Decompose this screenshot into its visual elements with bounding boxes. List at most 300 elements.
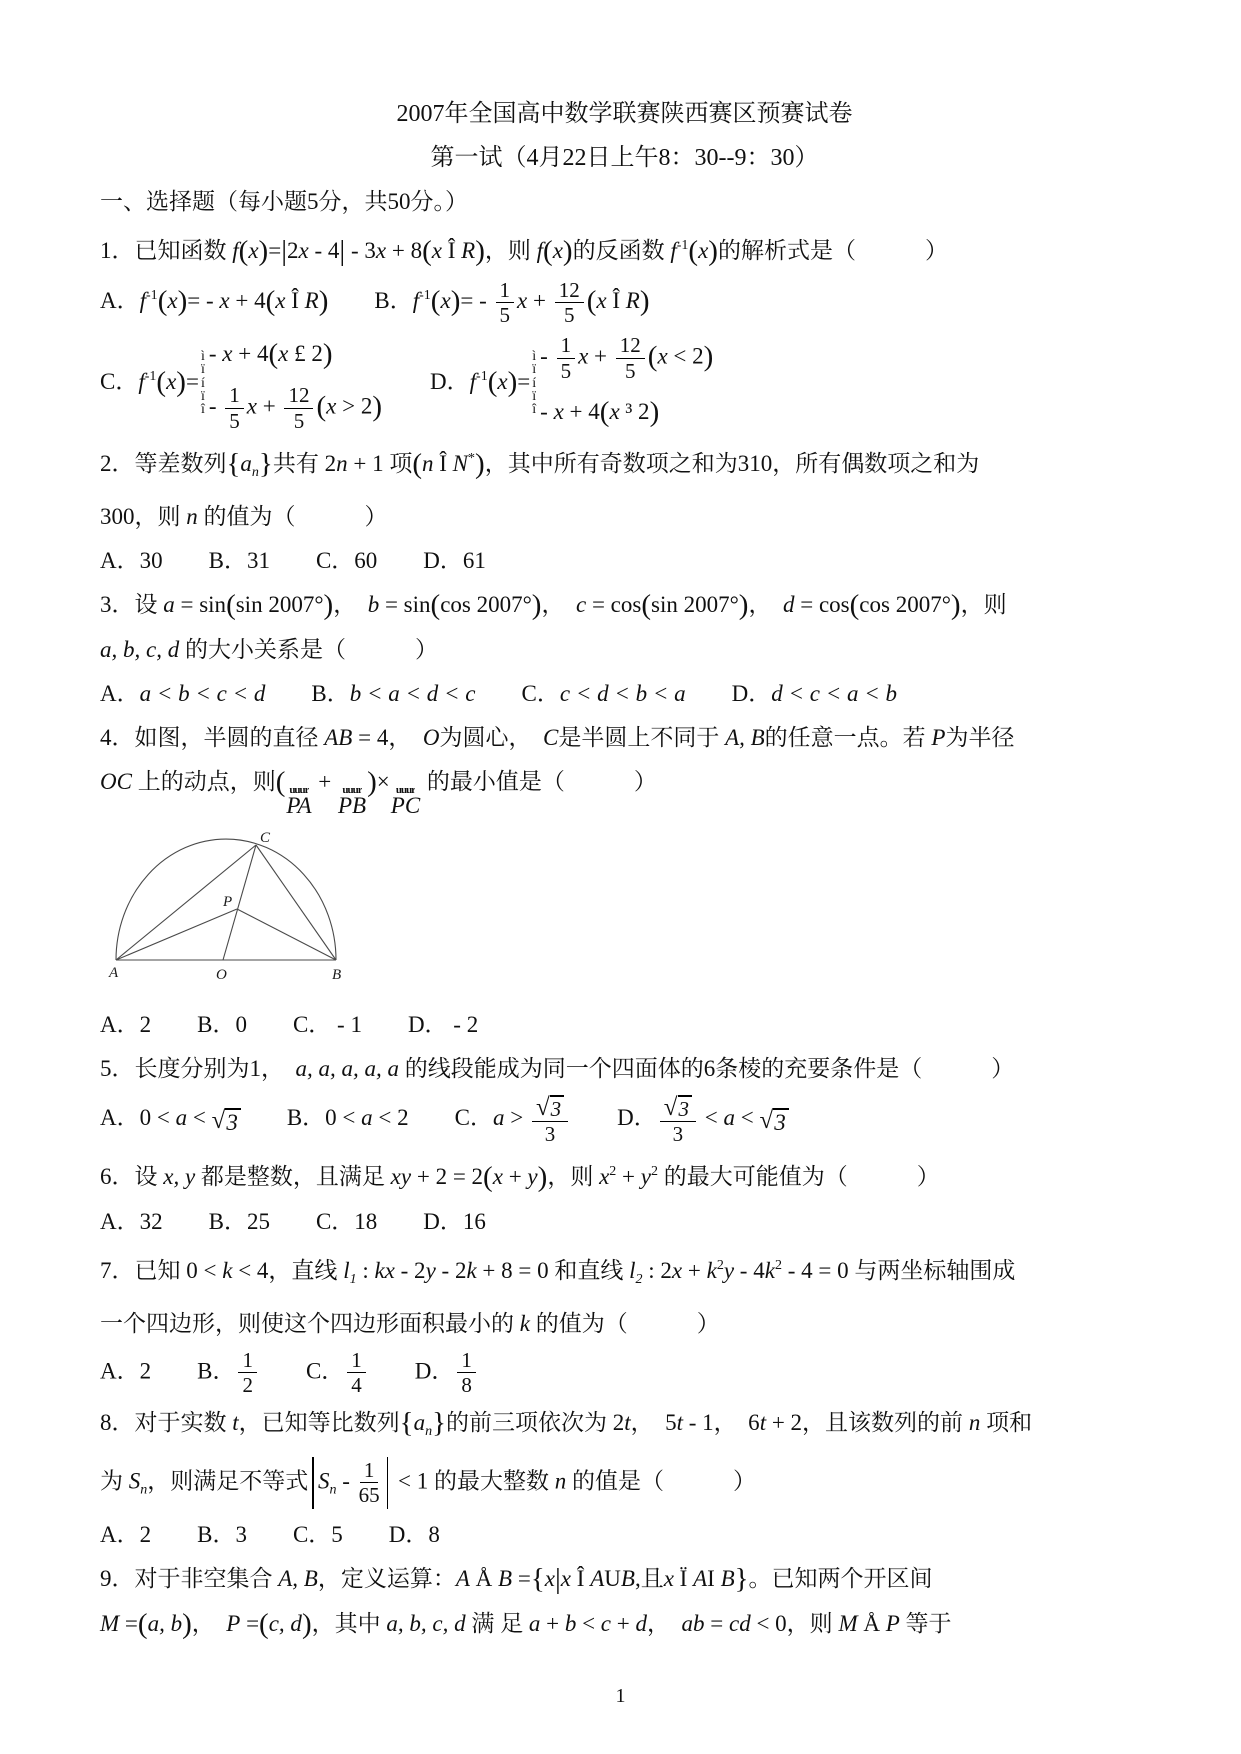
- q2-options: [100, 542, 1149, 579]
- math-text: 的大小关系是（ ）: [179, 636, 438, 662]
- piecewise-rows: [209, 334, 382, 433]
- fraction-denominator: 3: [672, 1121, 684, 1146]
- math-variable: x: [599, 1163, 610, 1189]
- math-variable: x: [553, 399, 564, 425]
- math-text: ，已知等比数列: [238, 1409, 400, 1435]
- brace-glyph: ï: [532, 389, 537, 404]
- math-variable: A: [455, 1565, 470, 1591]
- big-delimiter: (: [430, 588, 441, 621]
- q7-options: [100, 1349, 1149, 1397]
- fraction-numerator: 1: [238, 1349, 257, 1374]
- math-variable: n: [336, 450, 348, 476]
- math-text: : 2: [642, 1257, 672, 1283]
- math-text: Î: [571, 1565, 591, 1591]
- math-text: < 2: [372, 1104, 409, 1130]
- q4-options: [100, 1006, 1149, 1043]
- math-variable: k: [764, 1257, 775, 1283]
- fraction-numerator: [532, 1094, 568, 1122]
- big-delimiter: |: [339, 235, 346, 267]
- radicand: 3: [773, 1108, 789, 1135]
- big-delimiter: (: [647, 340, 658, 373]
- q3-line2: [100, 631, 1149, 668]
- math-variable: x: [167, 288, 178, 313]
- math-text: 的线段能成为同一个四面体的6条棱的充要条件是（ ）: [399, 1055, 1015, 1081]
- vector-body: PA: [286, 792, 312, 818]
- math-text: 的值为（ ）: [529, 1310, 720, 1336]
- superscript: -1: [146, 288, 158, 303]
- math-variable: R: [461, 238, 476, 263]
- math-text: + 8: [386, 238, 423, 263]
- math-text: Å: [469, 1565, 499, 1591]
- math-text: +: [256, 393, 282, 419]
- math-text: C．: [259, 1358, 345, 1383]
- math-text: = cos: [794, 591, 850, 617]
- math-text: =: [268, 238, 282, 263]
- math-text: = -: [460, 288, 493, 313]
- math-text: 3．设: [100, 591, 164, 617]
- math-text: 为: [100, 1468, 129, 1494]
- math-variable: OC: [100, 768, 132, 794]
- brace-glyph: î: [200, 402, 205, 418]
- math-text: + 4: [229, 288, 266, 313]
- fraction-numerator: 12: [555, 279, 584, 304]
- math-text: -: [208, 340, 223, 366]
- math-variable: c: [575, 591, 587, 617]
- big-delimiter: (: [849, 588, 860, 621]
- math-text: - 4: [734, 1257, 765, 1283]
- big-delimiter: ): [649, 396, 660, 429]
- q8-options: [100, 1516, 1149, 1553]
- math-text: Î: [285, 288, 305, 313]
- subscript: n: [425, 1423, 433, 1439]
- math-variable: f: [536, 238, 544, 263]
- math-text: + 1 项: [347, 450, 413, 476]
- math-variable: n: [968, 1409, 981, 1435]
- math-text: ，则: [484, 238, 537, 263]
- math-text: Î: [441, 238, 462, 263]
- brace-icon: [201, 350, 205, 416]
- math-text: ，: [748, 591, 783, 617]
- math-variable: A, B: [725, 724, 765, 750]
- math-variable: b: [367, 591, 380, 617]
- radical-sign-icon: √: [759, 1106, 774, 1134]
- fraction-numerator: 1: [360, 1459, 379, 1484]
- fraction-denominator: 8: [461, 1373, 472, 1398]
- math-text: <: [187, 1104, 212, 1130]
- math-variable: a: [163, 591, 175, 617]
- fraction-numerator: 1: [347, 1349, 366, 1374]
- big-delimiter: (: [275, 765, 286, 798]
- q5-stem: [100, 1050, 1149, 1087]
- square-root: [536, 1095, 564, 1120]
- math-text: < 1 的最大整数: [392, 1468, 555, 1494]
- fraction-numerator: 1: [457, 1349, 476, 1374]
- math-text: >: [504, 1104, 529, 1130]
- big-delimiter: (: [259, 1607, 269, 1640]
- vector-arrow-icon: uuur: [395, 784, 416, 794]
- math-text: =: [119, 1610, 138, 1636]
- math-variable: f: [469, 368, 477, 394]
- brace-glyph: ï: [200, 389, 205, 404]
- math-text: = 4，: [352, 724, 423, 750]
- subscript: 1: [349, 1271, 357, 1287]
- math-text: -: [540, 399, 554, 425]
- radicand: 3: [550, 1095, 565, 1120]
- big-delimiter: ): [639, 285, 650, 317]
- fraction: [225, 384, 244, 432]
- fraction-numerator: 12: [284, 384, 313, 409]
- math-variable: c: [600, 1610, 612, 1636]
- math-variable: x: [663, 1565, 674, 1591]
- math-text: I: [707, 1565, 721, 1591]
- math-variable: a < b < c < d: [139, 680, 266, 706]
- big-delimiter: ): [258, 235, 269, 267]
- math-text: B．: [265, 680, 350, 706]
- math-variable: t: [232, 1409, 239, 1435]
- q2-line1: [100, 440, 1149, 491]
- math-text: 4．如图，半圆的直径: [100, 724, 325, 750]
- math-text: <: [735, 1104, 760, 1130]
- math-variable: f: [412, 288, 420, 313]
- math-text: -: [336, 1468, 356, 1494]
- math-variable: k: [519, 1310, 530, 1336]
- math-variable: x: [248, 238, 259, 263]
- big-delimiter: ): [562, 235, 573, 267]
- math-variable: a, b, c, d: [100, 636, 180, 662]
- math-variable: x, y: [163, 1163, 196, 1189]
- math-text: +: [682, 1257, 707, 1283]
- q7-line1: [100, 1247, 1149, 1298]
- big-delimiter: ): [708, 235, 718, 267]
- big-delimiter: (: [483, 1160, 493, 1193]
- math-variable: y: [425, 1257, 436, 1283]
- big-delimiter: (: [688, 235, 699, 267]
- math-variable: x: [596, 288, 607, 313]
- math-variable: R: [625, 288, 640, 313]
- math-text: A．: [100, 680, 140, 706]
- math-variable: f: [139, 288, 147, 313]
- math-text: ，其中: [311, 1610, 387, 1636]
- big-delimiter: (: [412, 447, 422, 480]
- math-text: 的任意一点。若: [764, 724, 932, 750]
- math-variable: d: [782, 591, 795, 617]
- math-text: 2: [287, 238, 299, 263]
- fraction: [347, 1349, 366, 1397]
- big-delimiter: (: [226, 588, 236, 621]
- math-text: < 0，则: [750, 1610, 839, 1636]
- big-delimiter: (: [599, 396, 610, 429]
- math-variable: N: [452, 450, 469, 476]
- math-variable: x: [431, 238, 442, 263]
- math-text: D．: [571, 1104, 657, 1130]
- q1-stem: [100, 227, 1149, 270]
- math-variable: O: [422, 724, 440, 750]
- vector-arrow-icon: uuur: [289, 784, 309, 794]
- math-text: A．0 <: [100, 1104, 176, 1130]
- superscript: 2: [774, 1257, 782, 1273]
- math-text: £ 2: [288, 340, 323, 366]
- math-text: + 4: [563, 399, 600, 425]
- math-text: - 3: [345, 238, 376, 263]
- superscript: -1: [676, 238, 689, 253]
- fraction: [532, 1094, 568, 1146]
- math-variable: t: [759, 1409, 767, 1435]
- math-variable: x: [552, 238, 563, 263]
- big-delimiter: ): [537, 1160, 548, 1193]
- math-text: =: [185, 368, 199, 394]
- radical-sign-icon: √: [535, 1093, 550, 1121]
- big-delimiter: ): [475, 235, 485, 267]
- brace-glyph: ï: [532, 362, 537, 378]
- math-variable: a: [528, 1610, 541, 1636]
- math-text: D．: [685, 680, 772, 706]
- q4-semicircle-figure: [106, 829, 1149, 999]
- vector-body: PC: [390, 792, 421, 818]
- math-variable: x: [517, 288, 528, 313]
- big-delimiter: (: [137, 1607, 148, 1640]
- math-text: ，则满足不等式: [147, 1468, 309, 1494]
- math-variable: R: [304, 288, 319, 313]
- math-text: 项和: [980, 1409, 1033, 1435]
- big-delimiter: }: [734, 1562, 749, 1595]
- math-text: Î: [606, 288, 626, 313]
- segment-AP: [116, 909, 237, 960]
- math-variable: A: [693, 1565, 708, 1591]
- brace-glyph: ï: [200, 362, 205, 378]
- fraction-denominator: 5: [229, 409, 240, 434]
- math-text: ³ 2: [619, 399, 650, 425]
- math-text: 7．已知 0 <: [100, 1257, 223, 1283]
- piecewise-function: [201, 334, 382, 433]
- fraction-numerator: 1: [225, 384, 244, 409]
- big-delimiter: {: [530, 1562, 545, 1595]
- radical-sign-icon: √: [211, 1106, 226, 1134]
- math-text: 的值是（ ）: [566, 1468, 757, 1494]
- questions-container: [100, 227, 1149, 1643]
- big-delimiter: ): [475, 447, 485, 480]
- math-variable: y: [723, 1257, 735, 1283]
- math-variable: y: [640, 1163, 651, 1189]
- math-text: 的反函数: [572, 238, 671, 263]
- math-text: cos 2007°: [859, 591, 951, 617]
- math-text: =: [704, 1610, 729, 1636]
- vector: [286, 785, 311, 817]
- fraction: [284, 384, 313, 432]
- superscript: -1: [144, 368, 157, 384]
- math-variable: x: [698, 238, 709, 263]
- q6-stem: [100, 1153, 1149, 1196]
- math-variable: x: [560, 1565, 572, 1591]
- big-delimiter: ): [323, 588, 334, 621]
- math-variable: x: [298, 238, 309, 263]
- math-text: U: [604, 1565, 621, 1591]
- big-delimiter: ): [507, 365, 518, 398]
- math-text: C．: [408, 1104, 493, 1130]
- section-heading: 一、选择题（每小题5分，共50分。）: [100, 189, 468, 214]
- math-variable: c, d: [268, 1610, 302, 1636]
- q5-options: [100, 1094, 1149, 1146]
- big-delimiter: |: [281, 235, 287, 267]
- math-variable: x: [375, 238, 387, 263]
- math-text: C．: [100, 368, 139, 394]
- math-variable: k: [466, 1257, 477, 1283]
- superscript: -1: [419, 288, 431, 303]
- math-variable: a: [175, 1104, 188, 1130]
- radicand: 3: [225, 1108, 241, 1135]
- q3-options: [100, 675, 1149, 712]
- math-variable: f: [670, 238, 677, 263]
- segment-AC: [116, 845, 256, 960]
- exam-session-subtitle: 第一试（4月22日上午8：30--9：30）: [430, 145, 819, 171]
- subscript: n: [329, 1482, 337, 1498]
- big-delimiter: {: [399, 1406, 414, 1439]
- big-delimiter: (: [487, 365, 498, 398]
- math-text: 300，则: [100, 503, 187, 529]
- fraction-denominator: 5: [293, 409, 305, 434]
- math-text: =: [517, 368, 531, 394]
- exam-title: 2007年全国高中数学联赛陕西赛区预赛试卷: [396, 101, 853, 127]
- big-delimiter: (: [157, 285, 168, 317]
- radicand: 3: [678, 1095, 693, 1120]
- math-variable: x: [657, 343, 668, 369]
- math-variable: M: [838, 1610, 858, 1636]
- math-text: :: [356, 1257, 375, 1283]
- big-delimiter: (: [641, 588, 651, 621]
- math-variable: S: [317, 1468, 330, 1494]
- math-text: - 4 = 0 与两坐标轴围成: [781, 1257, 1016, 1283]
- math-variable: B: [498, 1565, 513, 1591]
- math-variable: x: [219, 288, 230, 313]
- math-variable: kx: [374, 1257, 395, 1283]
- math-text: A．2 B．3 C．5 D．8: [100, 1521, 440, 1547]
- math-variable: P: [885, 1610, 900, 1636]
- math-text: ×: [376, 768, 390, 794]
- math-text: - 2: [435, 1257, 467, 1283]
- math-variable: x: [326, 393, 337, 419]
- math-text: B．: [328, 288, 413, 313]
- math-variable: a: [361, 1104, 373, 1130]
- math-variable: x: [671, 1257, 683, 1283]
- page-number: 1: [615, 1685, 626, 1707]
- math-text: = -: [187, 288, 220, 313]
- math-variable: c < d < b < a: [559, 680, 686, 706]
- math-variable: AB: [324, 724, 353, 750]
- math-variable: B: [620, 1565, 635, 1591]
- fraction: [457, 1349, 476, 1397]
- vector-arrow-icon: uuur: [342, 784, 362, 794]
- piecewise-row: [540, 334, 713, 382]
- math-text: Î: [433, 450, 453, 476]
- big-delimiter: (: [586, 285, 597, 317]
- math-text: Ï: [673, 1565, 694, 1591]
- big-delimiter: (: [156, 365, 167, 398]
- math-text: 1．已知函数: [100, 238, 233, 263]
- math-text: D．: [384, 368, 470, 394]
- math-text: C．: [475, 680, 560, 706]
- label-O: O: [216, 966, 227, 983]
- fraction-denominator: 5: [625, 358, 636, 383]
- math-text: 的最大可能值为（ ）: [657, 1163, 940, 1189]
- square-root: [760, 1108, 789, 1135]
- math-text: 上的动点，则: [131, 768, 276, 794]
- superscript: 2: [650, 1163, 658, 1179]
- q8-line2: [100, 1457, 1149, 1509]
- math-text: +: [616, 1163, 641, 1189]
- math-variable: x: [275, 288, 286, 313]
- fraction-denominator: 4: [351, 1373, 362, 1398]
- math-text: +: [540, 1610, 565, 1636]
- math-variable: x: [544, 1565, 555, 1591]
- fraction: [238, 1349, 257, 1397]
- math-variable: b < a < d < c: [349, 680, 476, 706]
- brace-glyph: ì: [200, 349, 205, 365]
- tall-bar: [312, 1457, 314, 1509]
- math-variable: f: [138, 368, 145, 394]
- q6-options: [100, 1203, 1149, 1240]
- fraction-numerator: 1: [496, 279, 515, 304]
- vector: [391, 785, 420, 817]
- subscript: 2: [635, 1271, 643, 1287]
- math-text: sin 2007°: [235, 591, 324, 617]
- math-variable: a: [240, 450, 252, 476]
- math-variable: x: [609, 399, 620, 425]
- math-text: 的解析式是（ ）: [717, 238, 948, 263]
- superscript: -1: [476, 368, 488, 384]
- fraction-numerator: 1: [557, 334, 576, 359]
- math-text: 9．对于非空集合: [100, 1565, 279, 1591]
- math-text: cos 2007°: [440, 591, 532, 617]
- big-delimiter: }: [258, 447, 273, 480]
- math-text: 。已知两个开区间: [748, 1565, 933, 1591]
- big-delimiter: (: [430, 285, 441, 317]
- math-variable: xy: [390, 1163, 412, 1189]
- segment-BP: [237, 909, 336, 960]
- big-delimiter: ): [950, 588, 961, 621]
- math-text: 6．设: [100, 1163, 164, 1189]
- math-text: A．: [100, 288, 140, 313]
- math-text: ，: [191, 1610, 227, 1636]
- fraction-denominator: 5: [563, 303, 575, 328]
- math-variable: a, b: [147, 1610, 183, 1636]
- big-delimiter: }: [432, 1406, 446, 1439]
- math-variable: n: [422, 450, 434, 476]
- math-text: ，则: [960, 591, 1007, 617]
- math-variable: d: [635, 1610, 647, 1636]
- math-text: Å: [857, 1610, 886, 1636]
- radical-sign-icon: √: [663, 1093, 678, 1121]
- math-variable: x: [246, 393, 257, 419]
- math-text: + 2 = 2: [411, 1163, 484, 1189]
- semicircle-diagram: [106, 829, 358, 999]
- math-text: 等于: [899, 1610, 952, 1636]
- q7-line2: [100, 1305, 1149, 1342]
- fraction: [660, 1094, 696, 1146]
- superscript: *: [468, 450, 476, 466]
- math-text: + 4: [232, 340, 269, 366]
- big-delimiter: ): [301, 1607, 312, 1640]
- superscript: 2: [716, 1257, 724, 1273]
- math-text: 的最小值是（ ）: [421, 768, 657, 794]
- fraction-numerator: 12: [616, 334, 645, 359]
- math-text: 是半圆上不同于: [558, 724, 726, 750]
- math-text: 共有 2: [272, 450, 337, 476]
- math-text: < 4，直线: [232, 1257, 344, 1283]
- math-text: +: [611, 1610, 636, 1636]
- math-text: 8．对于实数: [100, 1409, 233, 1435]
- math-variable: d < c < a < b: [771, 680, 898, 706]
- big-delimiter: ): [372, 390, 383, 423]
- big-delimiter: ): [322, 337, 333, 370]
